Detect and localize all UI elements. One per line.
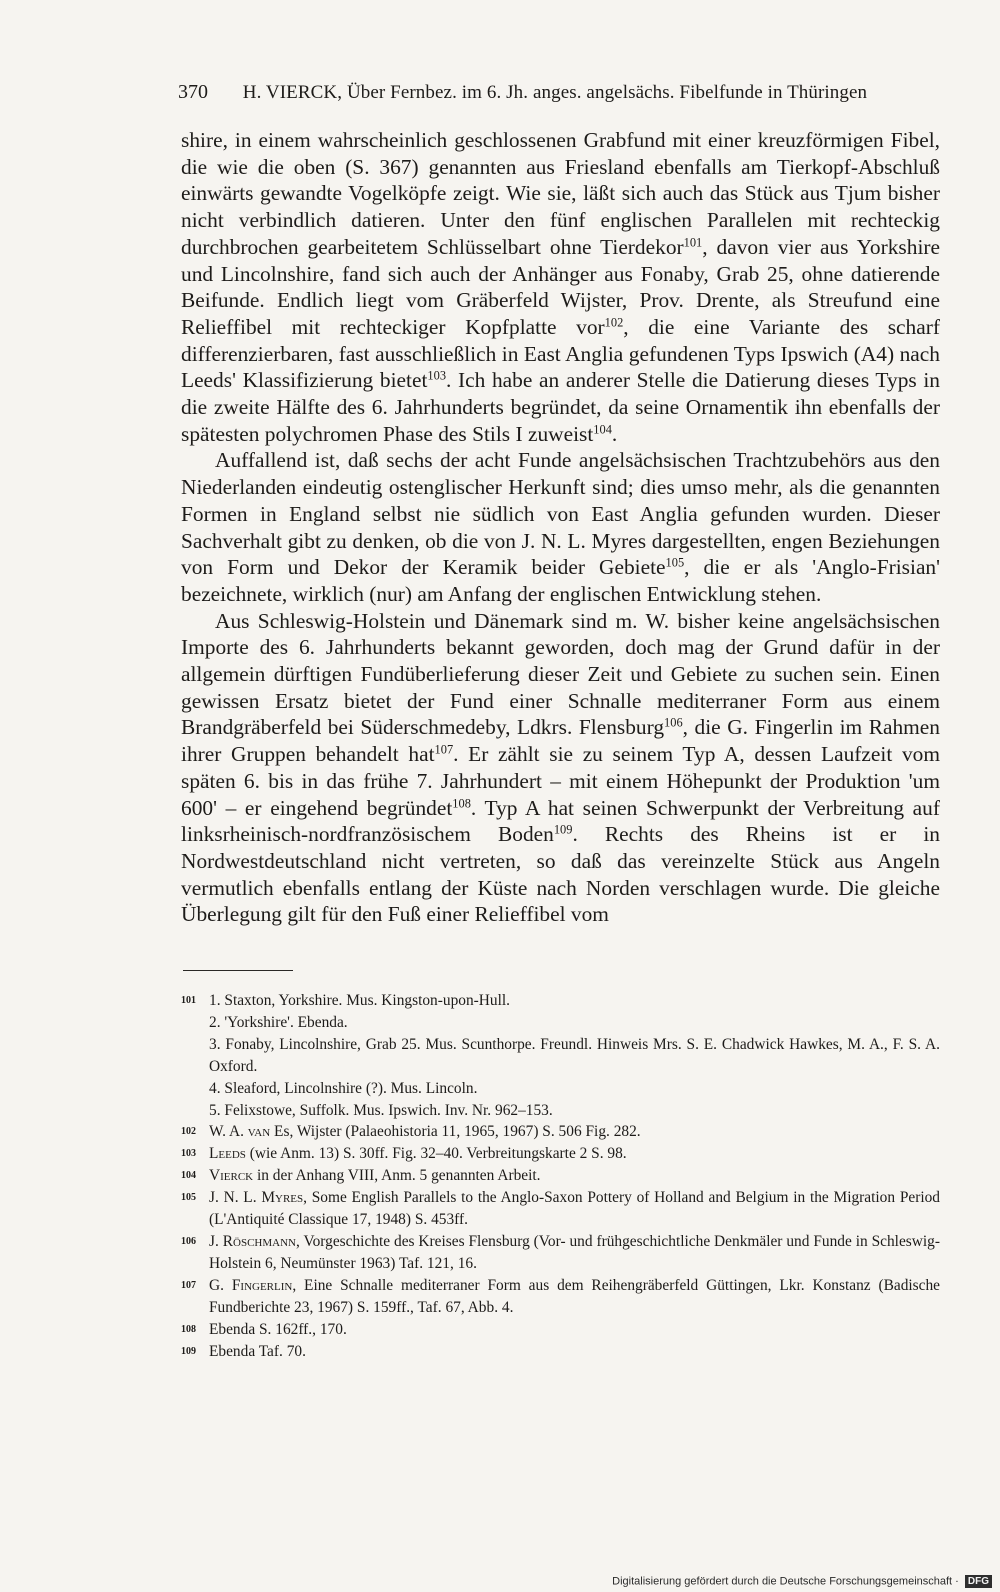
footnote-reference: 106	[664, 715, 683, 730]
footnote	[181, 1100, 940, 1122]
footnote	[181, 1231, 940, 1275]
text-run: . Typ A hat seinen Schwerpunkt der Verbreitung auf linksrheinisch-nordfranzösischem Boden	[181, 795, 940, 847]
text-run: . Er zählt sie zu seinem Typ A, dessen Laufzeit vom späten 6. bis in das frühe 7. Jahrhundert – mit einem Höhepunkt der Produktion 'um 600' – er eingehend begründet	[181, 742, 940, 820]
footnote-number: 106	[181, 1235, 196, 1247]
text-run: Ebenda Taf. 70.	[209, 1342, 306, 1360]
footnote-number: 108	[181, 1323, 196, 1335]
author-name: Vierck	[209, 1167, 254, 1185]
text-run: Auffallend ist, daß sechs der acht Funde angelsächsischen Trachtzubehörs aus den Niederlanden eindeutig ostenglischer Herkunft sind; dies umso mehr, als die genannten Formen in England selbst nie südlich von East Anglia gefunden wurden. Dieser Sachverhalt gibt zu denken, ob die von J. N. L. Myres dargestellten, engen Beziehungen von Form und Dekor der Keramik beider Gebiete	[181, 448, 940, 580]
footnote-text	[209, 1275, 940, 1319]
text-run: Ebenda S. 162ff., 170.	[209, 1320, 347, 1338]
footnote	[181, 1165, 940, 1187]
footnote	[181, 1034, 940, 1078]
footnote-reference: 107	[434, 742, 454, 757]
footnote-text	[209, 1231, 940, 1275]
footnote	[181, 1143, 940, 1165]
text-run: . Rechts des Rheins ist er in Nordwestdeutschland nicht vertreten, so daß das vereinzelte Stück aus Angeln vermutlich ebenfalls entlang der Küste nach Norden verschlagen wurde. Die gleiche Überlegung gilt für den Fuß einer Relieffibel vom	[181, 822, 940, 927]
text-run: . Ich habe an anderer Stelle die Datierung dieses Typs in die zweite Hälfte des 6. Jahrhunderts begründet, da seine Ornamentik ihn ebenfalls der spätesten polychromen Phase des Stils I zuweist	[181, 368, 940, 446]
page-number: 370	[178, 81, 208, 103]
author-name: van	[247, 1123, 271, 1141]
text-run: 3. Fonaby, Lincolnshire, Grab 25. Mus. Scunthorpe. Freundl. Hinweis Mrs. S. E. Chadwick Hawkes, M. A., F. S. A. Oxford.	[209, 1035, 940, 1075]
footnote	[181, 1012, 940, 1034]
text-run: , die eine Variante des scharf differenzierbaren, fast ausschließlich in East Anglia gefundenen Typs Ipswich (A4) nach Leeds' Klassifizierung bietet	[181, 314, 940, 393]
footnote-number: 101	[181, 995, 196, 1006]
footnote-text	[209, 1078, 940, 1100]
text-run: , Some English Parallels to the Anglo-Saxon Pottery of Holland and Belgium in the Migration Period (L'Antiquité Classique 17, 1948) S. 453ff.	[209, 1189, 940, 1229]
digitization-credit	[612, 1575, 992, 1588]
text-run: Aus Schleswig-Holstein und Dänemark sind m. W. bisher keine angelsächsischen Importe des 6. Jahrhunderts bekannt geworden, doch mag der Grund dafür in der allgemein dürftigen Fundüberlieferung dieser Zeit und Gebiete zu suchen sein. Einen gewissen Ersatz bietet der Fund einer Schnalle mediterraner Form aus einem Brandgräberfeld bei Süderschmedeby, Ldkrs. Flensburg	[181, 608, 940, 740]
footnote-reference: 101	[683, 235, 703, 250]
text-run: .	[611, 421, 618, 446]
text-run: J. N. L.	[209, 1189, 262, 1207]
footnote-number	[181, 1078, 209, 1100]
text-run: J.	[209, 1232, 223, 1250]
footnote-text	[209, 990, 940, 1012]
footnote-text	[209, 1012, 940, 1034]
footnote-text	[209, 1100, 940, 1122]
body-paragraph	[181, 127, 940, 447]
author-name: Myres	[261, 1189, 304, 1207]
body-paragraph	[181, 608, 940, 928]
text-run: shire, in einem wahrscheinlich geschlossenen Grabfund mit einer kreuzförmigen Fibel, die wie die oben (S. 367) genannten aus Friesland ebenfalls am Tierkopf-Abschluß einwärts gewandte Vogelköpfe zeigt. Wie sie, läßt sich auch das Stück aus Tjum bisher nicht verbindlich datieren. Unter den fünf englischen Parallelen mit rechteckig durchbrochen gearbeitetem Schlüsselbart ohne Tierdekor	[181, 128, 940, 259]
footnote-text	[209, 1121, 940, 1143]
footnote-text	[209, 1187, 940, 1231]
text-run: , die G. Fingerlin im Rahmen ihrer Gruppen behandelt hat	[181, 715, 940, 767]
footnote-reference: 104	[593, 422, 612, 437]
footnote-text	[209, 1034, 940, 1078]
credit-text: Digitalisierung gefördert durch die Deutsche Forschungsgemeinschaft ·	[612, 1575, 959, 1588]
author-name: Röschmann	[222, 1232, 296, 1250]
footnote-number: 105	[181, 1192, 196, 1204]
dfg-logo: DFG	[965, 1575, 992, 1588]
footnote-number	[181, 1100, 209, 1122]
running-title: H. VIERCK, Über Fernbez. im 6. Jh. anges. angelsächs. Fibelfunde in Thüringen	[242, 82, 868, 103]
footnote-text	[209, 1143, 940, 1165]
footnote-text	[209, 1165, 940, 1187]
footnote-reference: 109	[553, 822, 573, 837]
text-run: , Vorgeschichte des Kreises Flensburg (Vor- und frühgeschichtliche Denkmäler und Funde in Schleswig-Holstein 6, Neumünster 1963) Taf. 121, 16.	[209, 1232, 940, 1272]
footnote	[181, 1187, 940, 1231]
author-name: Fingerlin	[231, 1276, 293, 1294]
footnote-reference: 108	[452, 795, 471, 810]
footnote-separator	[183, 970, 293, 971]
text-run: 2. 'Yorkshire'. Ebenda.	[209, 1013, 348, 1031]
footnote-reference: 103	[427, 368, 447, 383]
footnote	[181, 1319, 940, 1341]
body-paragraph	[181, 447, 940, 607]
text-run: G.	[209, 1276, 232, 1294]
footnote	[181, 1275, 940, 1319]
footnote-number: 104	[181, 1170, 196, 1182]
text-run: 5. Felixstowe, Suffolk. Mus. Ipswich. Inv. Nr. 962–153.	[209, 1101, 553, 1119]
text-run: W. A.	[209, 1123, 248, 1141]
footnote-number: 109	[181, 1345, 196, 1357]
text-run: 4. Sleaford, Lincolnshire (?). Mus. Lincoln.	[209, 1079, 478, 1097]
running-header	[178, 80, 872, 105]
text-run: , davon vier aus Yorkshire und Lincolnshire, fand sich auch der Anhänger aus Fonaby, Grab 25, ohne datierende Beifunde. Endlich liegt vom Gräberfeld Wijster, Prov. Drente, als Streufund eine Relieffibel mit rechteckiger Kopfplatte vor	[181, 234, 940, 339]
footnote-number	[181, 1012, 209, 1034]
footnote-number: 107	[181, 1279, 196, 1291]
footnotes	[181, 990, 940, 1362]
footnote	[181, 1121, 940, 1143]
footnote	[181, 1078, 940, 1100]
footnote	[181, 990, 940, 1012]
footnote-number	[181, 1034, 209, 1078]
body-text	[181, 127, 940, 928]
footnote-number: 102	[181, 1126, 196, 1138]
text-run: , die er als 'Anglo-Frisian' bezeichnete, wirklich (nur) am Anfang der englischen Entwicklung stehen.	[181, 555, 940, 606]
text-run: 1. Staxton, Yorkshire. Mus. Kingston-upon-Hull.	[209, 992, 510, 1009]
author-name: Leeds	[209, 1145, 246, 1163]
footnote-reference: 102	[604, 315, 624, 330]
footnote	[181, 1341, 940, 1363]
text-run: Es, Wijster (Palaeohistoria 11, 1965, 1967) S. 506 Fig. 282.	[270, 1123, 641, 1141]
text-run: in der Anhang VIII, Anm. 5 genannten Arbeit.	[253, 1167, 541, 1185]
footnote-text	[209, 1319, 940, 1341]
footnote-number: 103	[181, 1148, 196, 1160]
text-run: , Eine Schnalle mediterraner Form aus dem Reihengräberfeld Güttingen, Lkr. Konstanz (Badische Fundberichte 23, 1967) S. 159ff., Taf. 67, Abb. 4.	[209, 1276, 941, 1316]
footnote-reference: 105	[665, 555, 685, 570]
text-run: (wie Anm. 13) S. 30ff. Fig. 32–40. Verbreitungskarte 2 S. 98.	[245, 1145, 627, 1163]
footnote-text	[209, 1341, 940, 1363]
